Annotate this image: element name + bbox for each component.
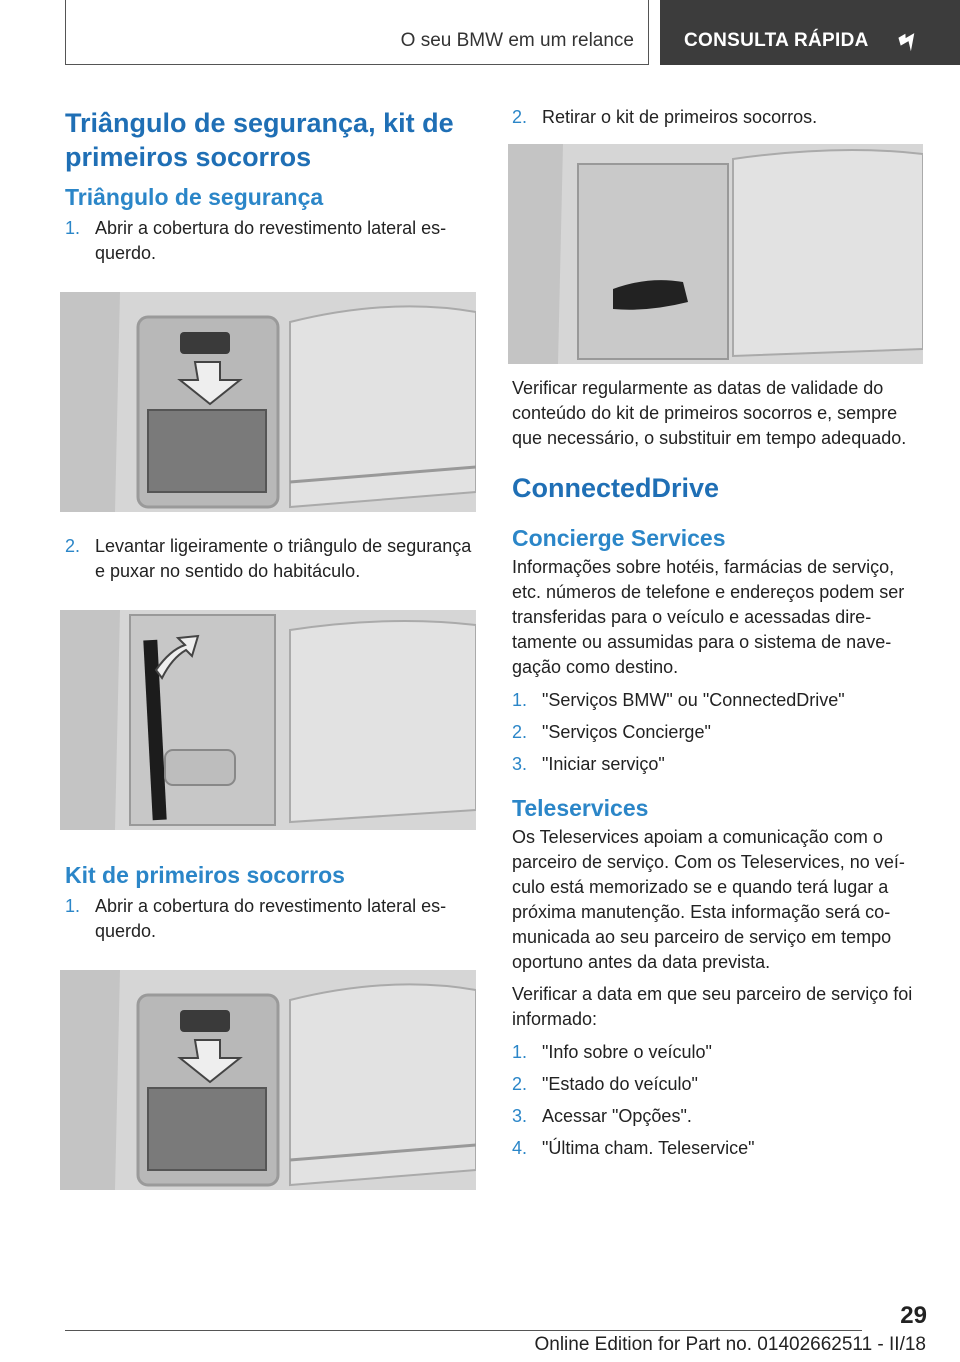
step-number: 3. [512, 754, 528, 774]
step-number: 2. [65, 536, 81, 556]
figure-side-panel-cover [60, 292, 476, 512]
heading-teleservices: Teleservices [512, 795, 649, 821]
step-text: "Info sobre o veículo" [542, 1042, 712, 1062]
step-number: 1. [65, 896, 81, 916]
section-title-connecteddrive: ConnectedDrive [512, 473, 720, 503]
step-item [512, 1104, 926, 1129]
header-tab-label: CONSULTA RÁPIDA [684, 30, 869, 51]
header-section-box [65, 0, 649, 65]
step-text: Abrir a cobertura do revestimento lateral esquerdo. [95, 218, 447, 263]
step-item [512, 1040, 926, 1065]
step-item [65, 894, 476, 944]
step-text: Levantar ligeiramente o triângulo de segurança e puxar no sentido do habitáculo. [95, 536, 472, 581]
step-text: Abrir a cobertura do revestimento lateral esquerdo. [95, 896, 447, 941]
figure-lift-triangle [60, 610, 476, 830]
step-number: 1. [512, 1042, 528, 1062]
quick-reference-icon [896, 29, 922, 55]
step-number: 4. [512, 1138, 528, 1158]
right-column [512, 100, 926, 1161]
teleservices-intro: Os Teleservices apoiam a comunicação com o parceiro de serviço. Com os Teleservices, no veículo está memorizado se e quando terá lugar a próxima manutenção. Esta informação será comunicada ao seu parceiro de serviço em tempo oportuno antes da data prevista. [512, 827, 905, 972]
step-text: "Iniciar serviço" [542, 754, 665, 774]
step-number: 2. [512, 107, 528, 127]
step-text: "Estado do veículo" [542, 1074, 698, 1094]
concierge-steps [512, 688, 926, 777]
step-item [512, 720, 926, 745]
step-number: 2. [512, 1074, 528, 1094]
step-text: "Serviços Concierge" [542, 722, 711, 742]
header-section-title: O seu BMW em um relance [400, 30, 634, 51]
step-item [512, 1136, 926, 1161]
teleservices-steps [512, 1040, 926, 1161]
concierge-intro: Informações sobre hotéis, farmácias de serviço, etc. números de telefone e endereços podem ser transferidas para o veículo e acessadas diretamente ou assumidas para o sistema de navegação como destino. [512, 557, 905, 677]
step-item [512, 752, 926, 777]
header-tab[interactable] [660, 0, 960, 65]
step-text: "Serviços BMW" ou "ConnectedDrive" [542, 690, 845, 710]
step-number: 1. [512, 690, 528, 710]
step-item [512, 1072, 926, 1097]
step-number: 2. [512, 722, 528, 742]
step-number: 1. [65, 218, 81, 238]
first-aid-note: Verificar regularmente as datas de validade do conteúdo do kit de primeiros socorros e, sempre que necessário, o substituir em tempo adequado. [512, 378, 907, 448]
heading-concierge-services: Concierge Services [512, 525, 726, 551]
teleservices-check: Verificar a data em que seu parceiro de serviço foi informado: [512, 984, 913, 1029]
figure-side-panel-cover-2 [60, 970, 476, 1190]
step-item [65, 534, 476, 584]
footer-divider [65, 1330, 862, 1331]
step-text: Acessar "Opções". [542, 1106, 692, 1126]
step-item [512, 688, 926, 713]
section-title-triangle-kit: Triângulo de segurança, kit de primeiros socorros [65, 108, 454, 172]
heading-first-aid-kit: Kit de primeiros socorros [65, 862, 345, 888]
step-number: 3. [512, 1106, 528, 1126]
heading-safety-triangle: Triângulo de segurança [65, 184, 324, 210]
step-text: Retirar o kit de primeiros socorros. [542, 107, 818, 127]
step-text: "Última cham. Teleservice" [542, 1138, 755, 1158]
left-column [65, 100, 476, 1190]
footer-edition: Online Edition for Part no. 01402662511 - II/18 [534, 1334, 926, 1355]
step-item [65, 216, 476, 266]
step-item [512, 105, 926, 130]
figure-remove-first-aid-kit [508, 144, 923, 364]
page-number: 29 [900, 1302, 927, 1329]
